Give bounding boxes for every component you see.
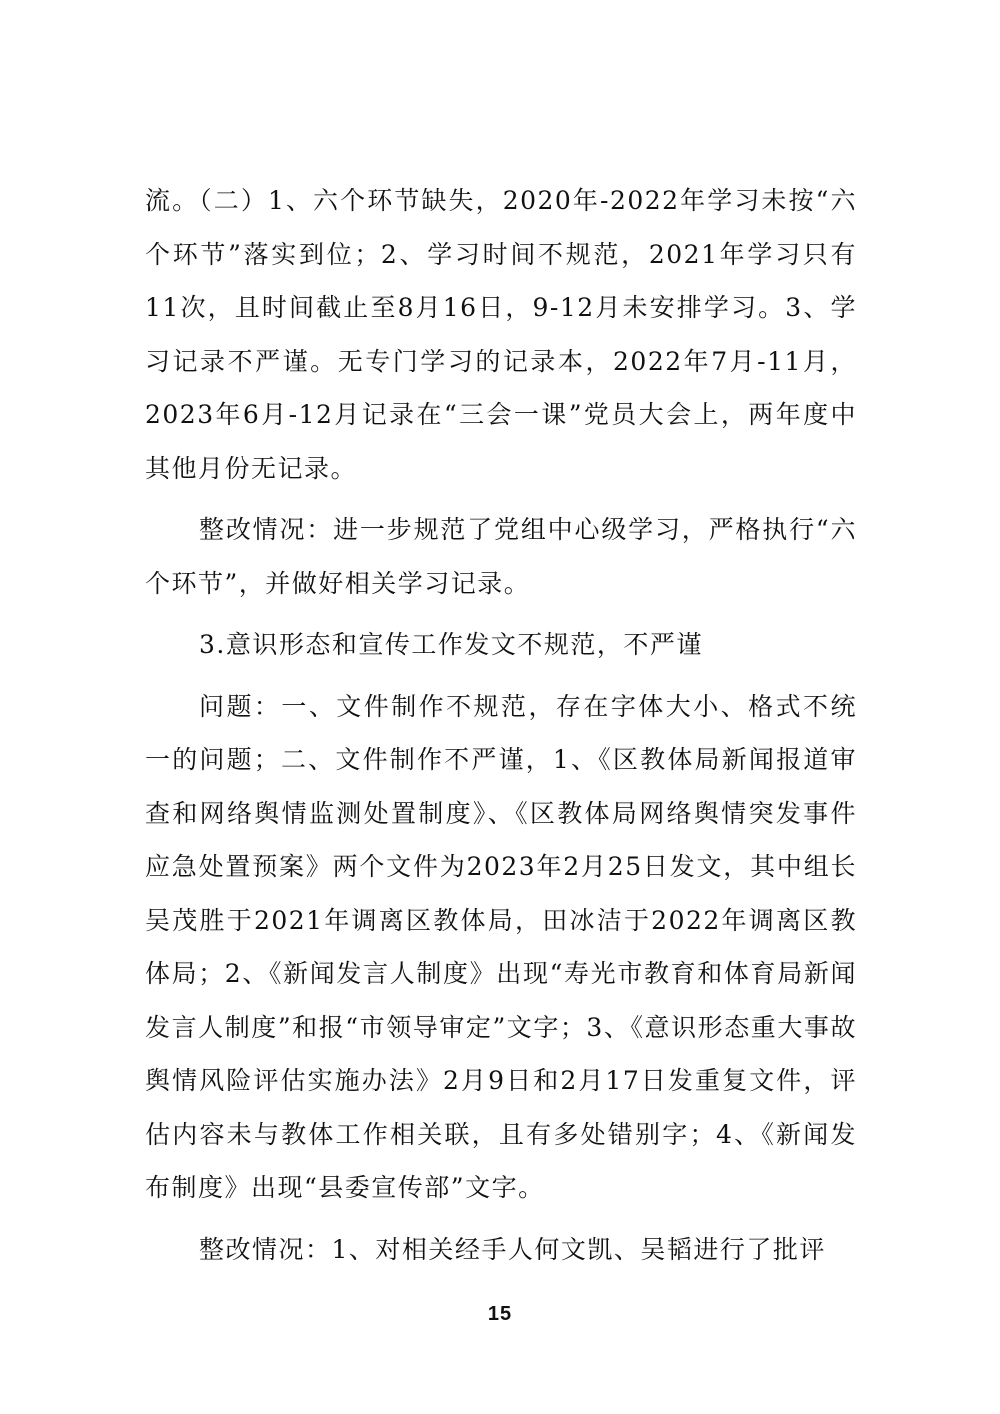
page-number: 15	[487, 1303, 513, 1325]
paragraph-problem: 问题：一、文件制作不规范，存在字体大小、格式不统一的问题；二、文件制作不严谨，1、《区教体局新闻报道审查和网络舆情监测处置制度》、《区教体局网络舆情突发事件应急处置预案》两个文件为2023年2月25日发文，其中组长吴茂胜于2021年调离区教体局，田冰洁于2022年调离区教体局；2、《新闻发言人制度》出现“寿光市教育和体育局新闻发言人制度”和报“市领导审定”文字；3、《意识形态重大事故舆情风险评估实施办法》2月9日和2月17日发重复文件，评估内容未与教体工作相关联，且有多处错别字；4、《新闻发布制度》出现“县委宣传部”文字。	[145, 691, 857, 1202]
paragraph-rectification-1: 整改情况：进一步规范了党组中心级学习，严格执行“六个环节”，并做好相关学习记录。	[145, 515, 857, 598]
paragraph-rectification-2: 整改情况：1、对相关经手人何文凯、吴韬进行了批评	[199, 1234, 826, 1264]
section-heading: 3.意识形态和宣传工作发文不规范，不严谨	[199, 630, 703, 659]
body-text	[145, 174, 857, 1276]
paragraph-continuation: 流。（二）1、六个环节缺失，2020年-2022年学习未按“六个环节”落实到位；2、学习时间不规范，2021年学习只有11次，且时间截止至8月16日，9-12月未安排学习。3、学习记录不严谨。无专门学习的记录本，2022年7月-11月，2023年6月-12月记录在“三会一课”党员大会上，两年度中其他月份无记录。	[145, 186, 857, 483]
